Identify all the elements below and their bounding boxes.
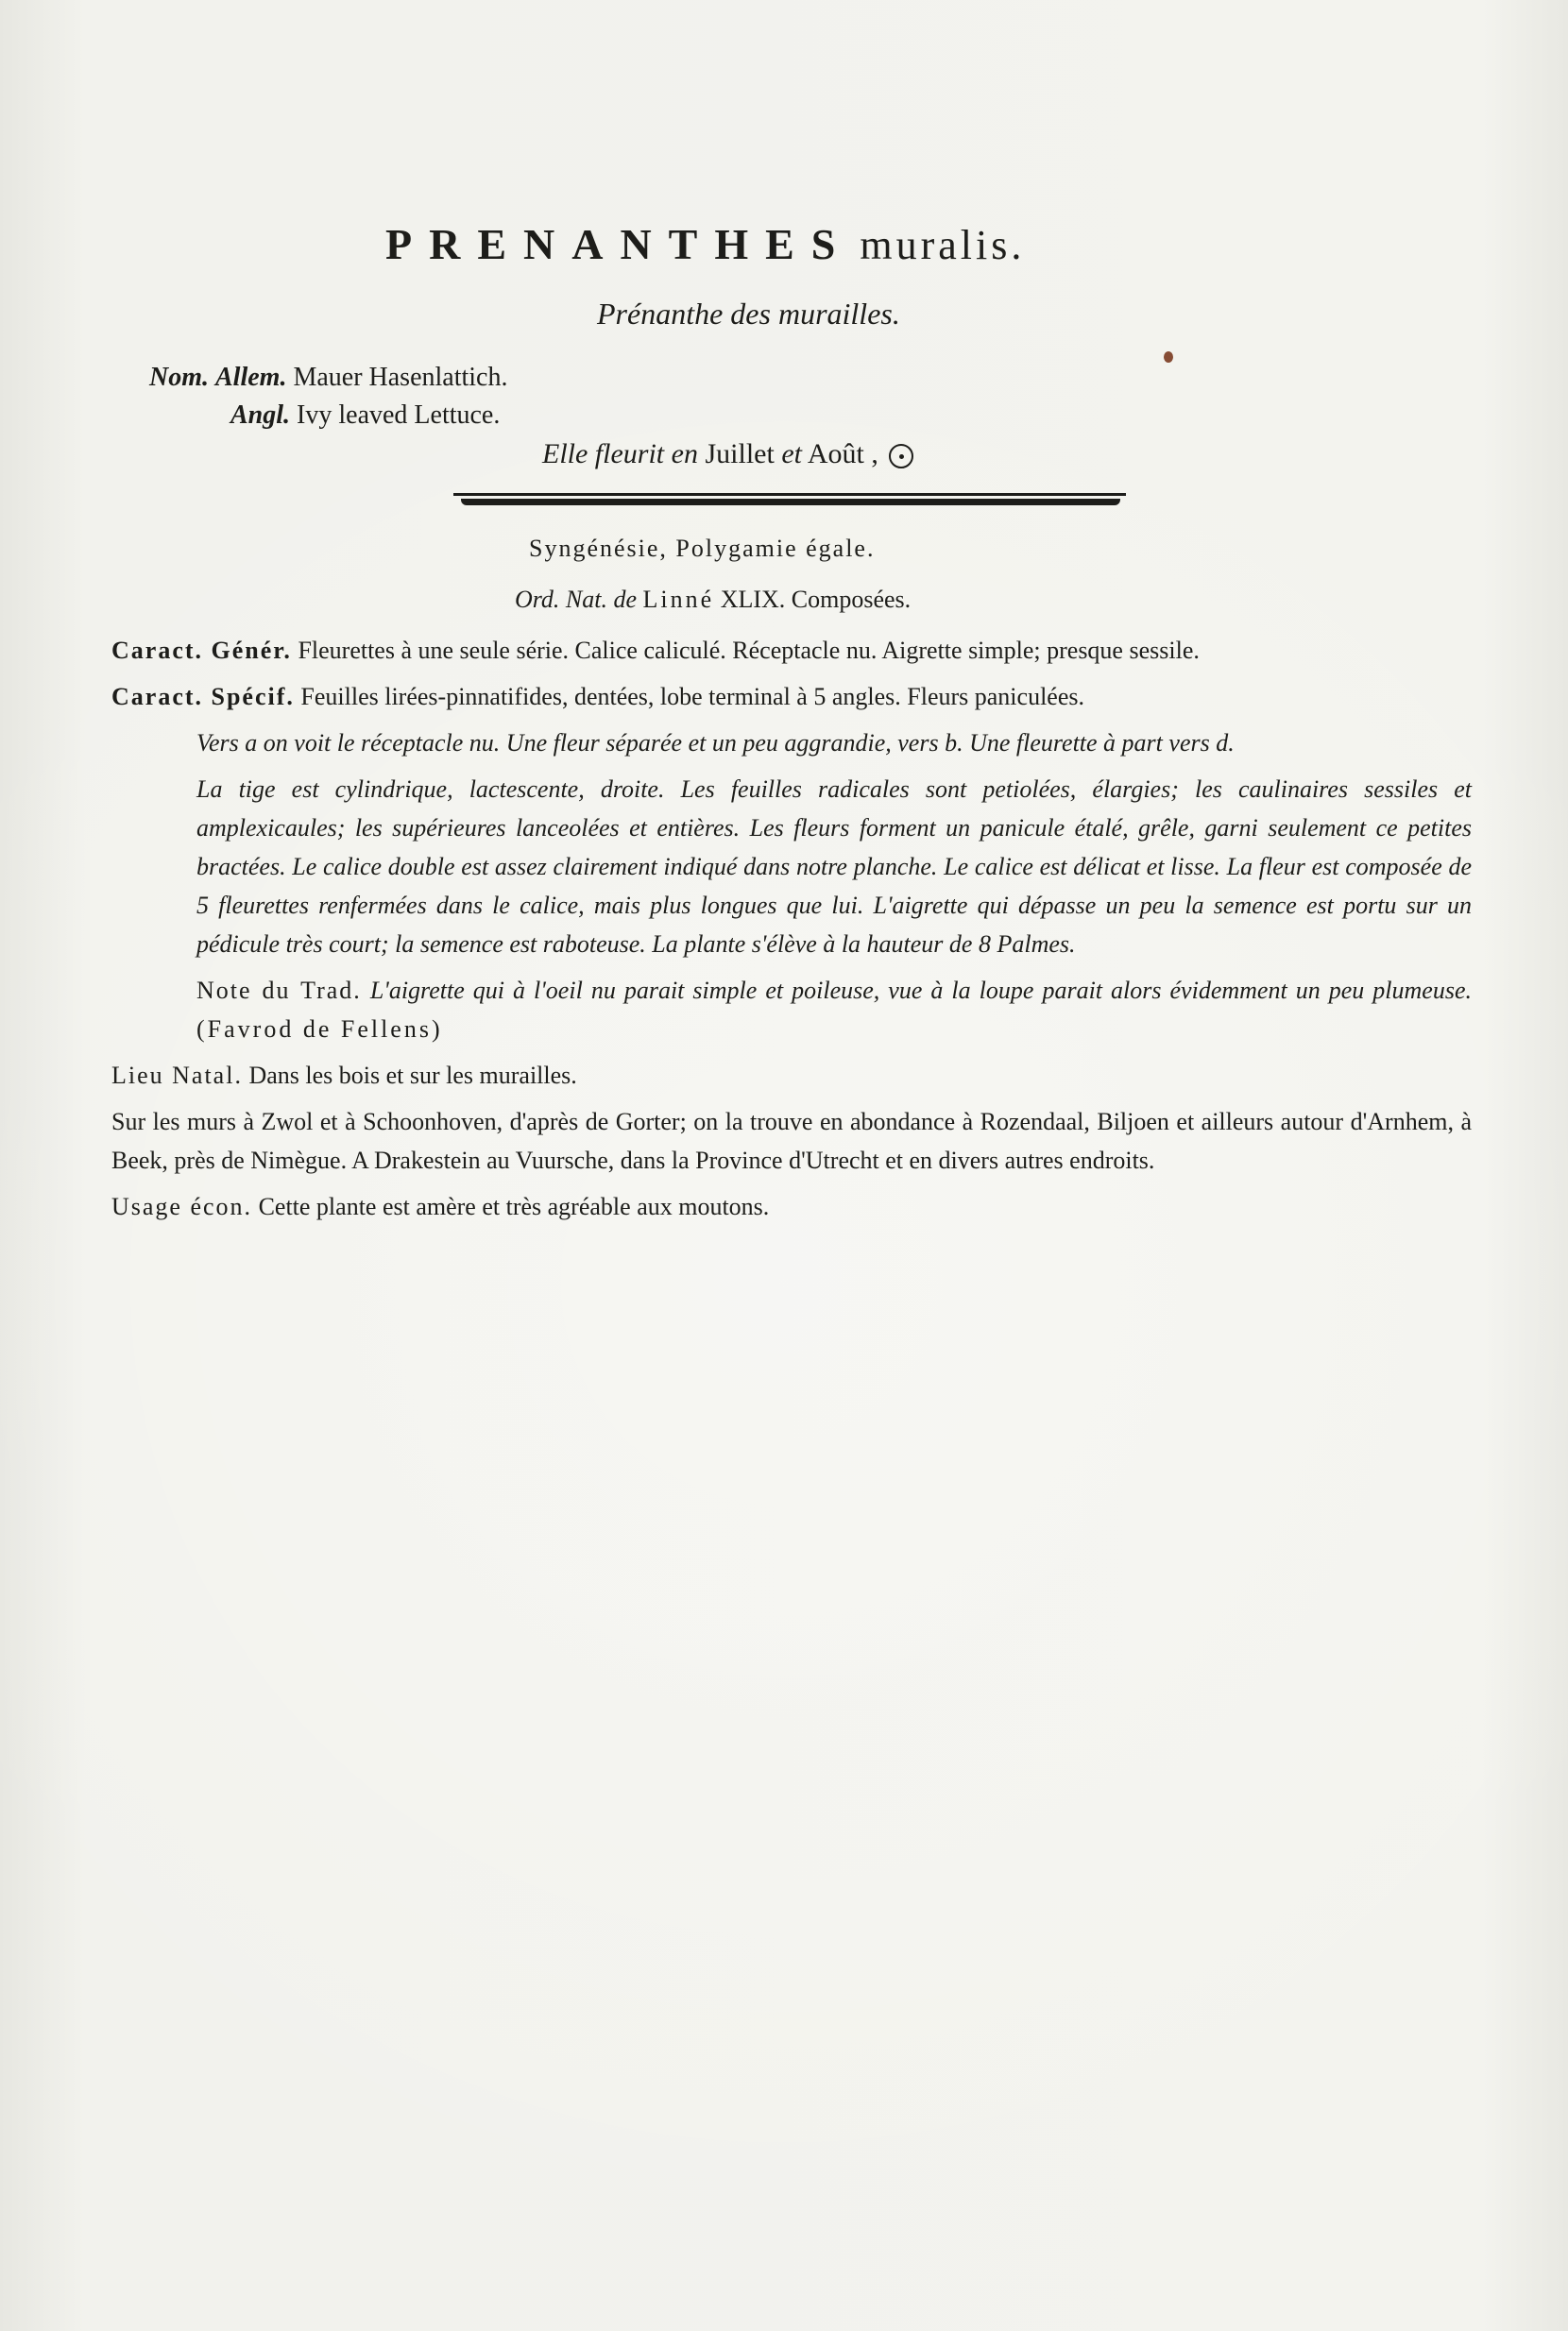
rule-thick (461, 499, 1120, 505)
annual-symbol-icon (889, 444, 913, 468)
note-trad-label: Note du Trad. (196, 977, 362, 1004)
flowering-conj: et (781, 438, 802, 469)
linnaean-system: Syngénésie, Polygamie égale. (529, 535, 876, 562)
double-rule-divider (453, 493, 1126, 506)
usage-text: Cette plante est amère et très agréable aux moutons. (258, 1193, 770, 1220)
figure-notes: Vers a on voit le réceptacle nu. Une fleur séparée et un peu aggrandie, vers b. Une fleurette à part vers d. (196, 729, 1235, 757)
natural-order (515, 586, 911, 614)
angl-value: Ivy leaved Lettuce. (297, 400, 501, 430)
page-subtitle: Prénanthe des murailles. (597, 297, 900, 331)
lieu-natal-label: Lieu Natal. (111, 1062, 243, 1089)
note-trad-credit: (Favrod de Fellens) (196, 1015, 443, 1043)
flowering-prefix: Elle fleurit en (542, 438, 698, 469)
title-species: muralis. (860, 222, 1026, 268)
locations-paragraph: Sur les murs à Zwol et à Schoonhoven, d'après de Gorter; on la trouve en abondance à Rozendaal, Biljoen et ailleurs autour d'Arnhem, à Beek, près de Nimègue. A Drakestein au Vuursche, dans la Province d'Utrecht et en divers autres endroits. (111, 1108, 1472, 1174)
title-genus: PRENANTHES (385, 220, 853, 268)
allem-label: Allem. (215, 363, 287, 392)
nom-row-english (149, 397, 507, 434)
order-prefix: Ord. Nat. de (515, 586, 638, 613)
allem-value: Mauer Hasenlattich. (293, 363, 508, 392)
flowering-month2: Août , (807, 438, 878, 469)
usage-paragraph (111, 1187, 1472, 1226)
note-trad-text: L'aigrette qui à l'oeil nu parait simple et poileuse, vue à la loupe parait alors évidemment un peu plumeuse. (369, 977, 1472, 1004)
common-names (149, 359, 507, 434)
caract-specif-label: Caract. Spécif. (111, 683, 295, 710)
note-trad-paragraph (111, 971, 1472, 1048)
rule-thin (453, 493, 1126, 496)
caract-gener-text: Fleurettes à une seule série. Calice caliculé. Réceptacle nu. Aigrette simple; presque sessile. (298, 637, 1200, 664)
angl-label: Angl. (230, 400, 291, 430)
ink-stain (1164, 351, 1173, 363)
lieu-natal-paragraph (111, 1056, 1472, 1095)
order-number: XLIX. (720, 586, 786, 613)
caract-specif-text: Feuilles lirées-pinnatifides, dentées, lobe terminal à 5 angles. Fleurs paniculées. (300, 683, 1084, 710)
caract-gener-paragraph (111, 631, 1472, 670)
caract-specif-paragraph (111, 677, 1472, 716)
usage-label: Usage écon. (111, 1193, 253, 1220)
caract-gener-label: Caract. Génér. (111, 637, 292, 664)
description-paragraph: La tige est cylindrique, lactescente, droite. Les feuilles radicales sont petiolées, élargies; les caulinaires sessiles et amplexicaules; les supérieures lanceolées et entières. Les fleurs forment un panicule étalé, grêle, garni seulement ce petites bractées. Le calice double est assez clairement indiqué dans notre planche. Le calice est délicat et lisse. La fleur est composée de 5 fleurettes renfermées dans le calice, mais plus longues que lui. L'aigrette qui dépasse un peu la semence est portu sur un pédicule très court; la semence est raboteuse. La plante s'élève à la hauteur de 8 Palmes. (196, 775, 1472, 958)
flowering-month1: Juillet (705, 438, 775, 469)
body-text (111, 631, 1472, 1226)
lieu-natal-text: Dans les bois et sur les murailles. (248, 1062, 577, 1089)
nom-label: Nom. (149, 363, 209, 392)
order-author: Linné (642, 586, 715, 613)
order-family: Composées. (791, 586, 912, 613)
nom-row-german (149, 359, 507, 397)
page-title (385, 219, 1236, 269)
flowering-line (542, 438, 913, 470)
